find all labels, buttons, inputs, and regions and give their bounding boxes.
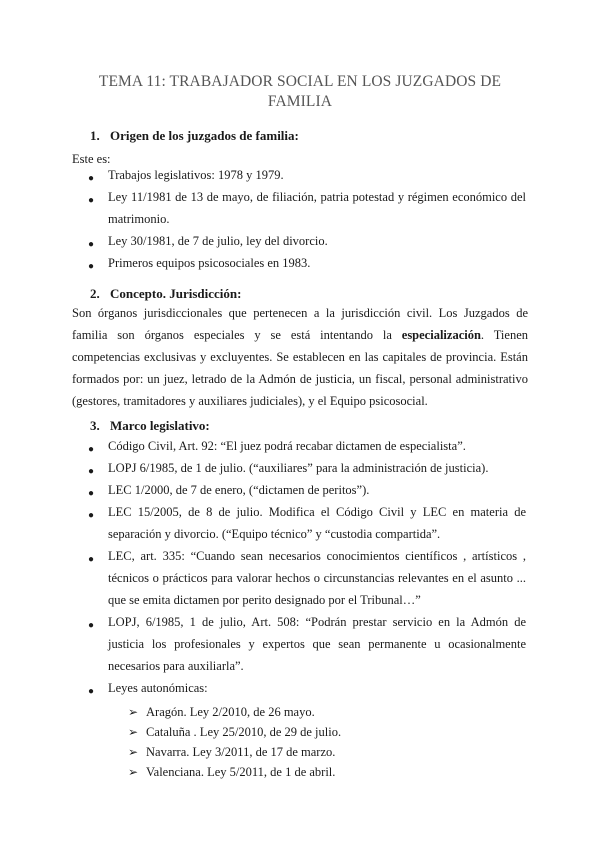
list-item: LOPJ, 6/1985, 1 de julio, Art. 508: “Podrán prestar servicio en la Admón de justicia los profesionales y expertos que sean permanente u ocasionalmente necesarios para auxiliarla”. — [108, 615, 526, 673]
arrow-bullet-icon: ➢ — [128, 725, 139, 739]
paragraph-text-start: Son órganos jurisdiccionales que pertenecen a la jurisdicción civil. Los Juzgados de familia son órganos especiales y se está intentando la — [72, 306, 528, 342]
bullet-icon: ● — [88, 686, 95, 697]
section-3-heading — [90, 418, 210, 434]
section-1-number: 1. — [90, 128, 100, 143]
arrow-bullet-icon: ➢ — [128, 765, 139, 779]
sub-list-item: Cataluña . Ley 25/2010, de 29 de julio. — [146, 725, 342, 739]
list-item: LOPJ 6/1985, de 1 de julio. (“auxiliares” para la administración de justicia). — [108, 461, 489, 475]
bullet-icon: ● — [88, 466, 95, 477]
bullet-icon: ● — [88, 444, 95, 455]
sub-list-item: Navarra. Ley 3/2011, de 17 de marzo. — [146, 745, 336, 759]
paragraph-text-end: . Tienen competencias exclusivas y excluyentes. Se establecen en las capitales de provincia. Están formados por: un juez, letrado de la Admón de justicia, un fiscal, personal administrativo (gestores, tramitadores y auxiliares judiciales), y el Equipo psicosocial. — [72, 328, 528, 408]
list-item: LEC 15/2005, de 8 de julio. Modifica el Código Civil y LEC en materia de separación y divorcio. (“Equipo técnico” y “custodia compartida”. — [108, 505, 526, 541]
bullet-icon: ● — [88, 239, 95, 250]
list-item: Leyes autonómicas: — [108, 681, 208, 695]
bullet-icon: ● — [88, 510, 95, 521]
section-3-title: Marco legislativo: — [110, 418, 210, 433]
list-item: Ley 11/1981 de 13 de mayo, de filiación, patria potestad y régimen económico del matrimonio. — [108, 190, 526, 226]
list-item: LEC 1/2000, de 7 de enero, (“dictamen de peritos”). — [108, 483, 370, 497]
list-item: Primeros equipos psicosociales en 1983. — [108, 256, 311, 270]
section-1-heading — [90, 128, 299, 144]
bullet-icon: ● — [88, 620, 95, 631]
bullet-icon: ● — [88, 488, 95, 499]
section-2-heading — [90, 286, 241, 302]
list-item: Trabajos legislativos: 1978 y 1979. — [108, 168, 284, 182]
section-2-title: Concepto. Jurisdicción: — [110, 286, 242, 301]
list-item: Código Civil, Art. 92: “El juez podrá recabar dictamen de especialista”. — [108, 439, 466, 453]
document-title — [60, 72, 540, 112]
title-line-1: TEMA 11: TRABAJADOR SOCIAL EN LOS JUZGADOS DE — [98, 73, 502, 90]
section-2-number: 2. — [90, 286, 100, 301]
sub-list-item: Valenciana. Ley 5/2011, de 1 de abril. — [146, 765, 336, 779]
arrow-bullet-icon: ➢ — [128, 705, 139, 719]
section-2-paragraph — [72, 302, 528, 412]
paragraph-bold-term: especialización — [401, 328, 481, 342]
title-line-2: FAMILIA — [267, 93, 333, 110]
list-item: Ley 30/1981, de 7 de julio, ley del divorcio. — [108, 234, 328, 248]
section-3-number: 3. — [90, 418, 100, 433]
bullet-icon: ● — [88, 195, 95, 206]
arrow-bullet-icon: ➢ — [128, 745, 139, 759]
bullet-icon: ● — [88, 261, 95, 272]
section-1-title: Origen de los juzgados de familia: — [110, 128, 299, 143]
sub-list-item: Aragón. Ley 2/2010, de 26 mayo. — [146, 705, 315, 719]
bullet-icon: ● — [88, 173, 95, 184]
list-item: LEC, art. 335: “Cuando sean necesarios conocimientos científicos , artísticos , técnicos o prácticos para valorar hechos o circunstancias relevantes en el asunto ... que se emita dictamen por perito designado por el Tribunal…” — [108, 549, 526, 607]
section-1-intro: Este es: — [72, 152, 111, 166]
bullet-icon: ● — [88, 554, 95, 565]
